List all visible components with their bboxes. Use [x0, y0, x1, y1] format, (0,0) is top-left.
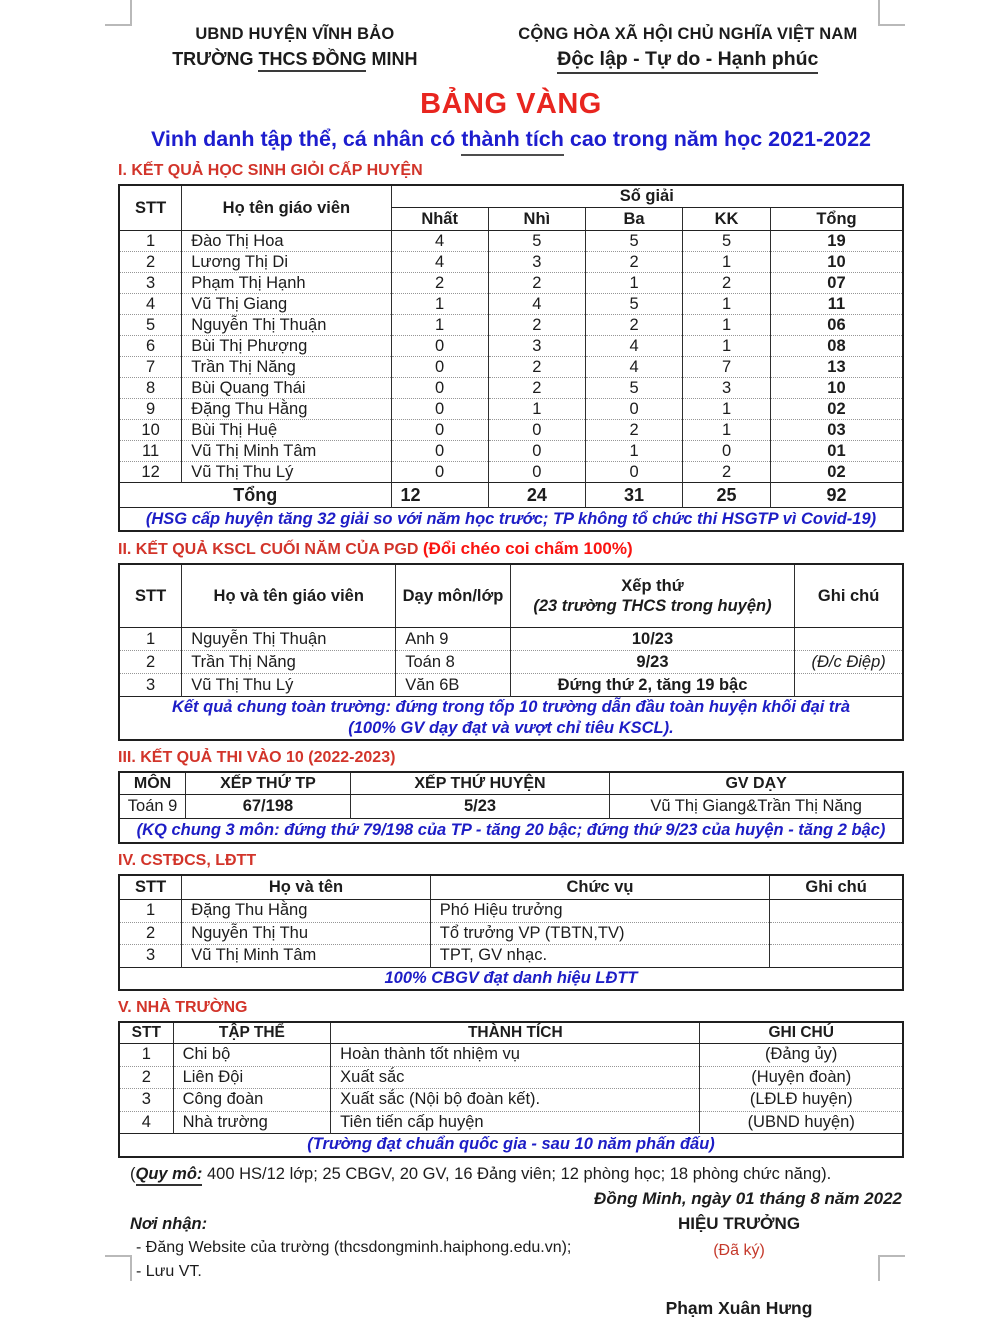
table-cell	[795, 674, 903, 697]
table-cell: 9	[119, 399, 182, 420]
school-table-body	[119, 1044, 903, 1134]
table-cell: (UBND huyện)	[700, 1111, 903, 1134]
national-motto: Độc lập - Tự do - Hạnh phúc	[472, 46, 904, 73]
table-cell: 1	[683, 294, 771, 315]
table-cell: 13	[770, 357, 903, 378]
school-name-underlined: THCS ĐỒNG	[258, 49, 366, 72]
table-cell: 5	[585, 231, 682, 252]
table-row	[119, 336, 903, 357]
staff-awards-table	[118, 874, 904, 991]
page-title: BẢNG VÀNG	[420, 88, 602, 120]
table-cell: 8	[119, 378, 182, 399]
table-cell: 1	[683, 315, 771, 336]
table-cell	[770, 945, 903, 968]
table-cell: 3	[119, 674, 182, 697]
table-cell: 67/198	[186, 795, 351, 819]
col-header-stt: STT	[119, 1022, 173, 1044]
table-cell: 9/23	[510, 651, 795, 674]
table-cell: 5/23	[350, 795, 610, 819]
total-third: 31	[585, 483, 682, 508]
table-cell: 3	[488, 252, 585, 273]
table-cell: Phó Hiệu trưởng	[430, 900, 769, 923]
table-cell: 0	[391, 399, 488, 420]
table-cell: 12	[119, 462, 182, 483]
table-cell: 2	[119, 922, 182, 945]
table-cell: 2	[119, 1066, 173, 1089]
table-cell: 0	[391, 420, 488, 441]
table-cell: 4	[585, 357, 682, 378]
table-cell: 2	[119, 651, 182, 674]
table-cell	[795, 628, 903, 651]
total-consolation: 25	[683, 483, 771, 508]
table-cell: Công đoàn	[173, 1089, 331, 1112]
table-cell: (Đảng ủy)	[700, 1044, 903, 1067]
col-header-stt: STT	[119, 875, 182, 900]
table-cell: 1	[119, 231, 182, 252]
table-cell: Vũ Thị Thu Lý	[182, 462, 391, 483]
table-cell: 1	[683, 420, 771, 441]
total-overall: 92	[770, 483, 903, 508]
table-cell: 5	[585, 378, 682, 399]
table-cell: 3	[119, 1089, 173, 1112]
document-header	[118, 22, 904, 73]
totals-label: Tổng	[119, 483, 391, 508]
table-cell: 7	[119, 357, 182, 378]
col-header-prize-group: Số giải	[391, 185, 903, 208]
table-cell: 7	[683, 357, 771, 378]
table-cell: 3	[119, 945, 182, 968]
kscl-table-body	[119, 628, 903, 697]
table-cell: 10	[119, 420, 182, 441]
col-header-third: Ba	[585, 208, 682, 231]
total-first: 12	[391, 483, 488, 508]
table-row	[119, 795, 903, 819]
org-school-line: TRƯỜNG THCS ĐỒNG MINH	[118, 46, 472, 72]
col-header-district-rank: XẾP THỨ HUYỆN	[350, 772, 610, 795]
table-cell: 0	[585, 462, 682, 483]
table-cell: 1	[683, 399, 771, 420]
hsg-table-body	[119, 231, 903, 483]
grade10-exam-table	[118, 771, 904, 844]
table-cell: 0	[391, 441, 488, 462]
signature-block	[118, 1212, 904, 1319]
recipients-block	[118, 1212, 574, 1319]
table-cell: Phạm Thị Hạnh	[182, 273, 391, 294]
col-header-consolation: KK	[683, 208, 771, 231]
section5-heading: V. NHÀ TRƯỜNG	[118, 999, 248, 1016]
section4-note-row	[119, 967, 903, 990]
table-row	[119, 922, 903, 945]
table-cell: Văn 6B	[396, 674, 510, 697]
subtitle-underlined: thành tích	[461, 127, 564, 156]
table-cell: (LĐLĐ huyện)	[700, 1089, 903, 1112]
table-cell: Tiên tiến cấp huyện	[331, 1111, 700, 1134]
table-row	[119, 420, 903, 441]
org-parent-line: UBND HUYỆN VĨNH BẢO	[195, 25, 395, 43]
col-header-collective: TẬP THỂ	[173, 1022, 331, 1044]
table-row	[119, 674, 903, 697]
table-cell: 02	[770, 399, 903, 420]
table-cell: 01	[770, 441, 903, 462]
national-header-block	[472, 22, 904, 73]
table-cell: 1	[683, 252, 771, 273]
table-row	[119, 378, 903, 399]
table-cell: 5	[119, 315, 182, 336]
table-cell: 0	[391, 378, 488, 399]
table-row	[119, 294, 903, 315]
col-header-teacher-name: Họ và tên giáo viên	[182, 564, 396, 628]
table-cell: 2	[683, 273, 771, 294]
table-cell: 10/23	[510, 628, 795, 651]
kscl-results-table	[118, 563, 904, 741]
table-cell: 0	[488, 462, 585, 483]
section2-heading-paren: (Đổi chéo coi chấm 100%)	[422, 539, 633, 558]
table-cell: 2	[488, 273, 585, 294]
table-cell: Vũ Thị Minh Tâm	[182, 945, 431, 968]
table-row	[119, 651, 903, 674]
table-cell: 0	[488, 441, 585, 462]
table-cell: 1	[391, 315, 488, 336]
table-row	[119, 1089, 903, 1112]
table-cell	[770, 900, 903, 923]
table-cell: 02	[770, 462, 903, 483]
table-row	[119, 252, 903, 273]
table-cell: 08	[770, 336, 903, 357]
table-cell: 4	[391, 252, 488, 273]
col-header-note: GHI CHÚ	[700, 1022, 903, 1044]
section5-note-row	[119, 1134, 903, 1157]
table-header-row	[119, 564, 903, 628]
section4-heading: IV. CSTĐCS, LĐTT	[118, 852, 257, 869]
col-header-rank: Xếp thứ (23 trường THCS trong huyện)	[510, 564, 795, 628]
table-cell	[770, 922, 903, 945]
table-cell: Toán 8	[396, 651, 510, 674]
table-row	[119, 900, 903, 923]
table-row	[119, 441, 903, 462]
table-cell: 5	[683, 231, 771, 252]
signed-note: (Đã ký)	[713, 1241, 765, 1259]
table-cell: Vũ Thị Minh Tâm	[182, 441, 391, 462]
table-cell: 10	[770, 252, 903, 273]
table-row	[119, 315, 903, 336]
table-row	[119, 231, 903, 252]
table-header-row	[119, 1022, 903, 1044]
table-cell: 1	[488, 399, 585, 420]
table-cell: Trần Thị Năng	[182, 651, 396, 674]
table-cell: Nhà trường	[173, 1111, 331, 1134]
table-cell: Toán 9	[119, 795, 186, 819]
table-cell: Nguyễn Thị Thuận	[182, 315, 391, 336]
table-cell: Anh 9	[396, 628, 510, 651]
table-cell: 3	[488, 336, 585, 357]
table-cell: 0	[585, 399, 682, 420]
section5-note: (Trường đạt chuẩn quốc gia - sau 10 năm phấn đấu)	[119, 1134, 903, 1157]
col-header-position: Chức vụ	[430, 875, 769, 900]
table-cell: Vũ Thị Giang	[182, 294, 391, 315]
table-cell: 1	[119, 628, 182, 651]
table-cell: 1	[585, 273, 682, 294]
table-cell: 0	[391, 357, 488, 378]
signer-block	[574, 1212, 904, 1319]
table-cell: 0	[683, 441, 771, 462]
col-header-note: Ghi chú	[795, 564, 903, 628]
table-header-row	[119, 875, 903, 900]
table-cell: 1	[585, 441, 682, 462]
table-cell: Tổ trưởng VP (TBTN,TV)	[430, 922, 769, 945]
total-second: 24	[488, 483, 585, 508]
totals-row	[119, 483, 903, 508]
table-cell: 2	[585, 420, 682, 441]
recipients-label: Nơi nhận:	[130, 1214, 208, 1233]
scale-label: Quy mô:	[136, 1165, 203, 1186]
table-cell: 1	[119, 1044, 173, 1067]
table-cell: 2	[488, 357, 585, 378]
table-cell: Chi bộ	[173, 1044, 331, 1067]
table-row	[119, 1111, 903, 1134]
section1-note-row	[119, 508, 903, 532]
table-cell: TPT, GV nhạc.	[430, 945, 769, 968]
table-cell: 2	[585, 252, 682, 273]
table-cell: 2	[119, 252, 182, 273]
table-cell: 07	[770, 273, 903, 294]
section2-note-row	[119, 697, 903, 741]
table-cell: Lương Thị Di	[182, 252, 391, 273]
table-cell: 2	[683, 462, 771, 483]
table-cell: 6	[119, 336, 182, 357]
recipient-item: - Đăng Website của trường (thcsdongminh.haiphong.edu.vn);	[136, 1238, 572, 1256]
col-header-total: Tổng	[770, 208, 903, 231]
section4-note: 100% CBGV đạt danh hiệu LĐTT	[119, 967, 903, 990]
table-cell: 0	[391, 336, 488, 357]
document-body	[118, 14, 904, 1319]
table-header-row	[119, 772, 903, 795]
col-header-name: Họ và tên	[182, 875, 431, 900]
col-header-note: Ghi chú	[770, 875, 903, 900]
section3-heading: III. KẾT QUẢ THI VÀO 10 (2022-2023)	[118, 749, 396, 766]
table-cell: 5	[585, 294, 682, 315]
table-cell: 3	[683, 378, 771, 399]
school-awards-table	[118, 1021, 904, 1158]
table-cell: 2	[585, 315, 682, 336]
table-cell: 2	[488, 315, 585, 336]
table-cell: (Huyện đoàn)	[700, 1066, 903, 1089]
table-row	[119, 628, 903, 651]
table-cell: 19	[770, 231, 903, 252]
table-cell: Bùi Quang Thái	[182, 378, 391, 399]
table-cell: 03	[770, 420, 903, 441]
table-cell: 1	[683, 336, 771, 357]
table-cell: 0	[488, 420, 585, 441]
section3-note: (KQ chung 3 môn: đứng thứ 79/198 của TP - tăng 20 bậc; đứng thứ 9/23 của huyện - tăng 2 bậc)	[119, 819, 903, 844]
issuing-org-block	[118, 22, 472, 73]
section3-note-row	[119, 819, 903, 844]
table-cell: 1	[119, 900, 182, 923]
table-cell: 06	[770, 315, 903, 336]
table-row	[119, 1066, 903, 1089]
table-cell: Đào Thị Hoa	[182, 231, 391, 252]
col-header-first: Nhất	[391, 208, 488, 231]
col-header-achievement: THÀNH TÍCH	[331, 1022, 700, 1044]
table-cell: Xuất sắc (Nội bộ đoàn kết).	[331, 1089, 700, 1112]
table-cell: 4	[119, 294, 182, 315]
table-cell: Nguyễn Thị Thu	[182, 922, 431, 945]
table-header-row	[119, 185, 903, 208]
table-row	[119, 1044, 903, 1067]
table-row	[119, 462, 903, 483]
table-cell: 4	[391, 231, 488, 252]
table-cell: 3	[119, 273, 182, 294]
table-cell: 11	[770, 294, 903, 315]
grade10-table-body	[119, 795, 903, 819]
table-cell: Đặng Thu Hằng	[182, 399, 391, 420]
table-cell: Trần Thị Năng	[182, 357, 391, 378]
table-cell: 0	[391, 462, 488, 483]
table-cell: 11	[119, 441, 182, 462]
recipient-item: - Lưu VT.	[136, 1262, 202, 1280]
table-cell: Liên Đội	[173, 1066, 331, 1089]
table-cell: Đặng Thu Hằng	[182, 900, 431, 923]
col-header-second: Nhì	[488, 208, 585, 231]
national-title: CỘNG HÒA XÃ HỘI CHỦ NGHĨA VIỆT NAM	[518, 25, 858, 43]
table-row	[119, 357, 903, 378]
table-cell: 4	[119, 1111, 173, 1134]
table-cell: Bùi Thị Huệ	[182, 420, 391, 441]
table-row	[119, 399, 903, 420]
table-cell: 2	[391, 273, 488, 294]
table-cell: 4	[488, 294, 585, 315]
date-line: Đồng Minh, ngày 01 tháng 8 năm 2022	[594, 1188, 902, 1208]
table-cell: Xuất sắc	[331, 1066, 700, 1089]
page-subtitle: Vinh danh tập thể, cá nhân có thành tích cao trong năm học 2021-2022	[118, 125, 904, 154]
col-header-stt: STT	[119, 185, 182, 231]
table-cell: Vũ Thị Giang&Trần Thị Năng	[610, 795, 903, 819]
col-header-teacher: GV DẠY	[610, 772, 903, 795]
col-header-subject: MÔN	[119, 772, 186, 795]
table-cell: Vũ Thị Thu Lý	[182, 674, 396, 697]
table-cell: 4	[585, 336, 682, 357]
col-header-teacher-name: Họ tên giáo viên	[182, 185, 391, 231]
table-cell: Hoàn thành tốt nhiệm vụ	[331, 1044, 700, 1067]
school-scale-line: (Quy mô: 400 HS/12 lớp; 25 CBGV, 20 GV, 16 Đảng viên; 12 phòng học; 18 phòng chức năng).	[118, 1164, 904, 1185]
table-row	[119, 945, 903, 968]
table-cell: (Đ/c Điệp)	[795, 651, 903, 674]
table-cell: Bùi Thị Phượng	[182, 336, 391, 357]
table-row	[119, 273, 903, 294]
signer-title: HIỆU TRƯỞNG	[677, 1213, 801, 1233]
hsg-results-table	[118, 184, 904, 532]
staff-table-body	[119, 900, 903, 968]
table-cell: 1	[391, 294, 488, 315]
col-header-subject: Dạy môn/lớp	[396, 564, 510, 628]
col-header-rank-subtitle: (23 trường THCS trong huyện)	[533, 597, 772, 615]
table-cell: 5	[488, 231, 585, 252]
col-header-city-rank: XẾP THỨ TP	[186, 772, 351, 795]
table-cell: 2	[488, 378, 585, 399]
table-cell: Nguyễn Thị Thuận	[182, 628, 396, 651]
table-cell: 10	[770, 378, 903, 399]
section1-heading: I. KẾT QUẢ HỌC SINH GIỎI CẤP HUYỆN	[118, 162, 423, 179]
section2-note: Kết quả chung toàn trường: đứng trong tốp 10 trường dẫn đầu toàn huyện khối đại trà (100% GV dạy đạt và vượt chỉ tiêu KSCL).	[119, 697, 903, 741]
section2-heading: II. KẾT QUẢ KSCL CUỐI NĂM CỦA PGD (Đổi chéo coi chấm 100%)	[118, 539, 633, 558]
table-cell: Đứng thứ 2, tăng 19 bậc	[510, 674, 795, 697]
col-header-stt: STT	[119, 564, 182, 628]
section1-note: (HSG cấp huyện tăng 32 giải so với năm học trước; TP không tổ chức thi HSGTP vì Covid-19)	[119, 508, 903, 532]
signer-name: Phạm Xuân Hưng	[665, 1297, 813, 1318]
